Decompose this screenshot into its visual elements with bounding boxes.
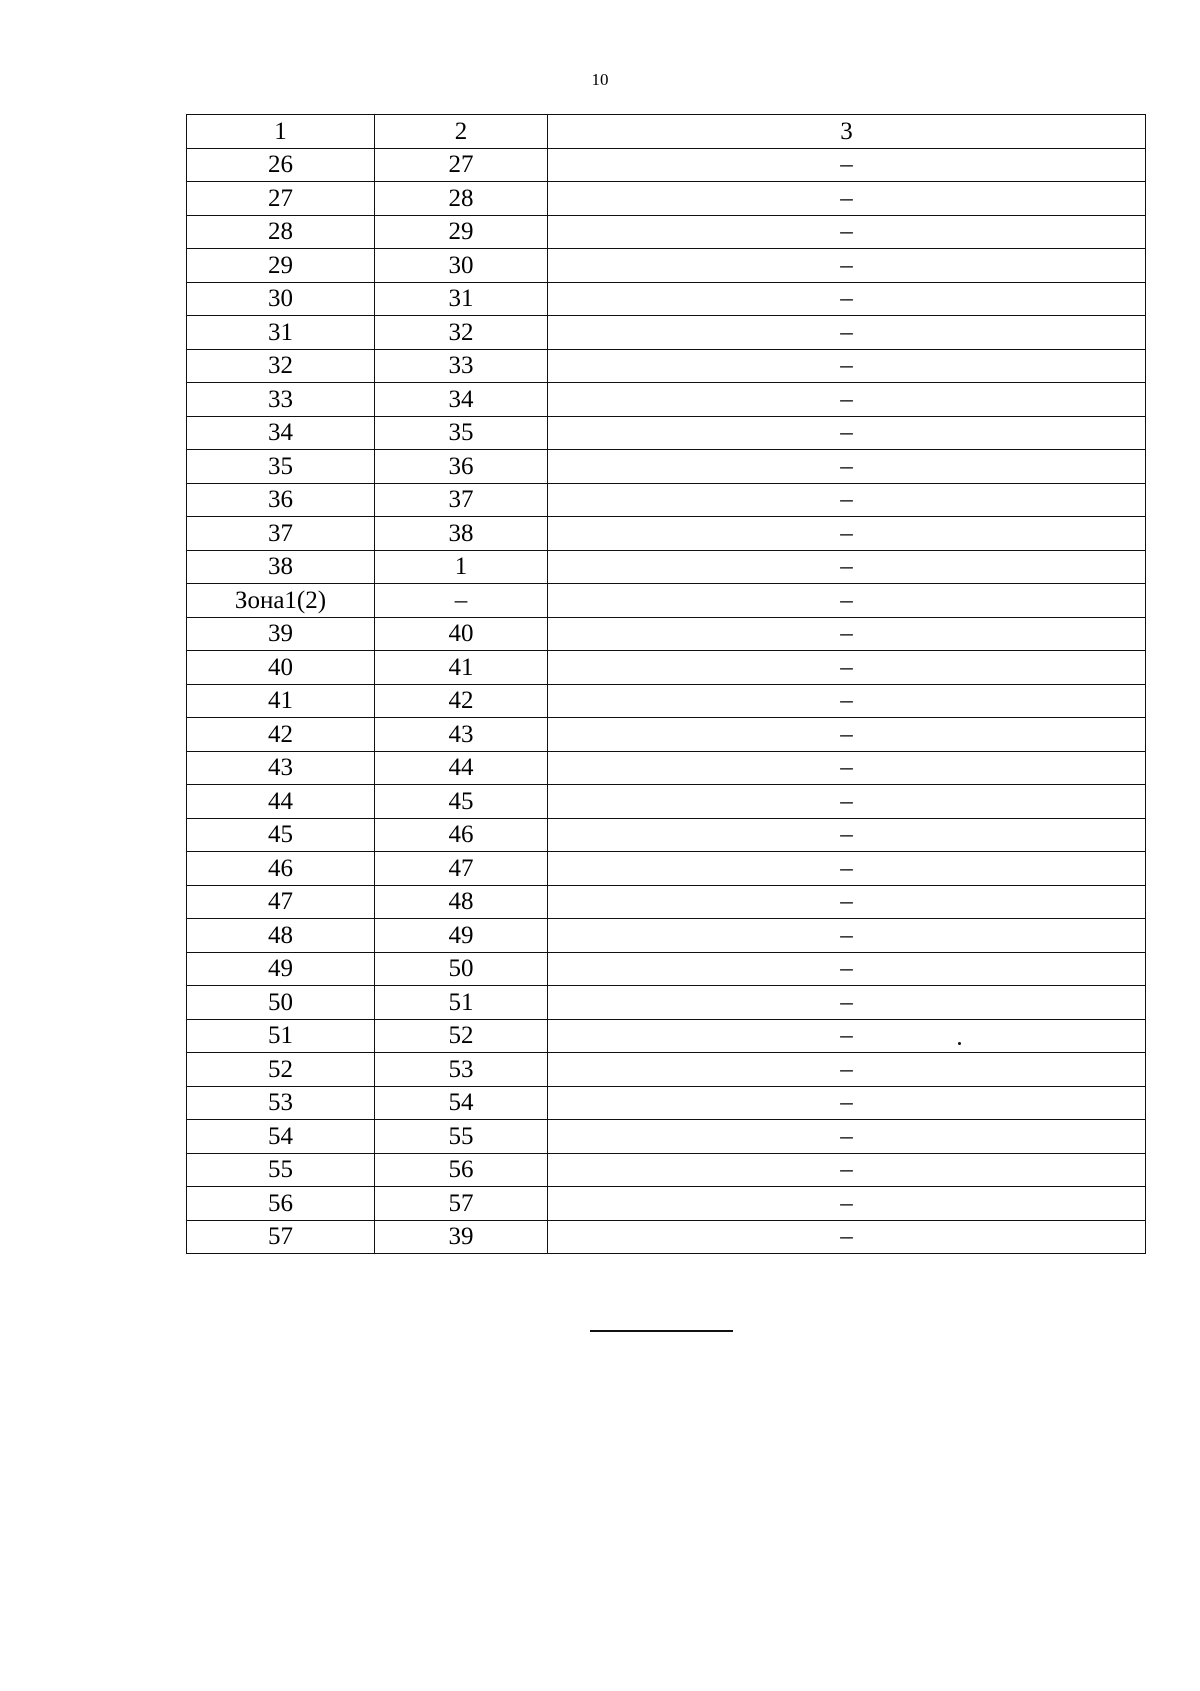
table-cell-col1: 40 bbox=[187, 651, 375, 685]
table-cell-col1: 52 bbox=[187, 1053, 375, 1087]
table-row bbox=[187, 249, 1146, 283]
table-row bbox=[187, 718, 1146, 752]
table-cell-col3: – bbox=[548, 1019, 1146, 1053]
table-row bbox=[187, 584, 1146, 618]
table-cell-col3: – bbox=[548, 1120, 1146, 1154]
table-cell-col1: 54 bbox=[187, 1120, 375, 1154]
table-cell-col1: 57 bbox=[187, 1220, 375, 1254]
table-cell-col1: 29 bbox=[187, 249, 375, 283]
table-row bbox=[187, 919, 1146, 953]
table-cell-col2: 45 bbox=[375, 785, 548, 819]
table-cell-col3: – bbox=[548, 785, 1146, 819]
table-cell-col2: 35 bbox=[375, 416, 548, 450]
table-cell-col3: – bbox=[548, 517, 1146, 551]
table-row bbox=[187, 383, 1146, 417]
table-cell-col3: – bbox=[548, 986, 1146, 1020]
table-cell-col1: 49 bbox=[187, 952, 375, 986]
table-row bbox=[187, 1019, 1146, 1053]
table-cell-col3: – bbox=[548, 952, 1146, 986]
table-row bbox=[187, 1153, 1146, 1187]
table-row bbox=[187, 1120, 1146, 1154]
table-row bbox=[187, 852, 1146, 886]
table-cell-col2: 56 bbox=[375, 1153, 548, 1187]
table-cell-col2: 55 bbox=[375, 1120, 548, 1154]
table-row bbox=[187, 450, 1146, 484]
table-cell-col3: – bbox=[548, 316, 1146, 350]
table-row bbox=[187, 349, 1146, 383]
table-cell-col2: 42 bbox=[375, 684, 548, 718]
table-cell-col1: 51 bbox=[187, 1019, 375, 1053]
table-cell-col2: 39 bbox=[375, 1220, 548, 1254]
table-cell-col1: 30 bbox=[187, 282, 375, 316]
table-cell-col1: 33 bbox=[187, 383, 375, 417]
table-cell-col2: 38 bbox=[375, 517, 548, 551]
table-cell-col3: – bbox=[548, 684, 1146, 718]
table-row bbox=[187, 1086, 1146, 1120]
header-cell-1: 1 bbox=[187, 115, 375, 149]
table-row bbox=[187, 986, 1146, 1020]
table-cell-col2: – bbox=[375, 584, 548, 618]
table-cell-col2: 30 bbox=[375, 249, 548, 283]
table-cell-col3: – bbox=[548, 885, 1146, 919]
header-cell-2: 2 bbox=[375, 115, 548, 149]
table-cell-col3: – bbox=[548, 416, 1146, 450]
table-cell-col3: – bbox=[548, 550, 1146, 584]
table-cell-col3: – bbox=[548, 1153, 1146, 1187]
table-row bbox=[187, 651, 1146, 685]
table-cell-col2: 54 bbox=[375, 1086, 548, 1120]
table-cell-col1: 31 bbox=[187, 316, 375, 350]
table-cell-col2: 46 bbox=[375, 818, 548, 852]
table-cell-col3: – bbox=[548, 1053, 1146, 1087]
table-row bbox=[187, 751, 1146, 785]
table-cell-col2: 47 bbox=[375, 852, 548, 886]
table-cell-col3: – bbox=[548, 349, 1146, 383]
table-cell-col2: 27 bbox=[375, 148, 548, 182]
table-cell-col2: 48 bbox=[375, 885, 548, 919]
table-cell-col3: – bbox=[548, 215, 1146, 249]
end-of-document-rule bbox=[590, 1330, 733, 1332]
table-cell-col2: 53 bbox=[375, 1053, 548, 1087]
table-cell-col3: – bbox=[548, 751, 1146, 785]
table-cell-col2: 36 bbox=[375, 450, 548, 484]
table-cell-col1: 50 bbox=[187, 986, 375, 1020]
table-body bbox=[187, 115, 1146, 1254]
table-cell-col1: 46 bbox=[187, 852, 375, 886]
table-cell-col1: 35 bbox=[187, 450, 375, 484]
table-cell-col1: 42 bbox=[187, 718, 375, 752]
table-row bbox=[187, 316, 1146, 350]
table-cell-col2: 32 bbox=[375, 316, 548, 350]
table-cell-col2: 41 bbox=[375, 651, 548, 685]
table-cell-col3: – bbox=[548, 450, 1146, 484]
table-row bbox=[187, 617, 1146, 651]
table-cell-col1: 43 bbox=[187, 751, 375, 785]
table-row bbox=[187, 684, 1146, 718]
table-row bbox=[187, 517, 1146, 551]
table-cell-col2: 40 bbox=[375, 617, 548, 651]
page-number: 10 bbox=[591, 70, 609, 89]
table-cell-col1: 38 bbox=[187, 550, 375, 584]
table-cell-col3: – bbox=[548, 617, 1146, 651]
table-cell-col1: 34 bbox=[187, 416, 375, 450]
table-cell-col3: – bbox=[548, 1220, 1146, 1254]
table-cell-col2: 50 bbox=[375, 952, 548, 986]
table-row bbox=[187, 952, 1146, 986]
table-cell-col3: – bbox=[548, 249, 1146, 283]
table-cell-col1: 48 bbox=[187, 919, 375, 953]
table-cell-col3: – bbox=[548, 651, 1146, 685]
table-row bbox=[187, 1053, 1146, 1087]
table-cell-col3: – bbox=[548, 1086, 1146, 1120]
table-cell-col1: 39 bbox=[187, 617, 375, 651]
table-cell-col3: – bbox=[548, 919, 1146, 953]
header-cell-3: 3 bbox=[548, 115, 1146, 149]
stray-mark bbox=[958, 1042, 961, 1045]
table-row bbox=[187, 483, 1146, 517]
table-cell-col1: 32 bbox=[187, 349, 375, 383]
table-row bbox=[187, 282, 1146, 316]
table-row bbox=[187, 182, 1146, 216]
table-cell-col3: – bbox=[548, 182, 1146, 216]
table-row bbox=[187, 215, 1146, 249]
coordinates-table bbox=[186, 114, 1146, 1254]
table-cell-col1: 55 bbox=[187, 1153, 375, 1187]
table-cell-col1: 26 bbox=[187, 148, 375, 182]
table-cell-col2: 29 bbox=[375, 215, 548, 249]
table-cell-col3: – bbox=[548, 148, 1146, 182]
table-cell-col3: – bbox=[548, 483, 1146, 517]
table-cell-col2: 1 bbox=[375, 550, 548, 584]
table-cell-col1: 41 bbox=[187, 684, 375, 718]
table-header-row bbox=[187, 115, 1146, 149]
table-cell-col2: 31 bbox=[375, 282, 548, 316]
table-row bbox=[187, 550, 1146, 584]
table-row bbox=[187, 1187, 1146, 1221]
table-cell-col3: – bbox=[548, 852, 1146, 886]
table-row bbox=[187, 416, 1146, 450]
table-row bbox=[187, 1220, 1146, 1254]
table-cell-col3: – bbox=[548, 718, 1146, 752]
table-cell-col2: 28 bbox=[375, 182, 548, 216]
table-cell-col1: 53 bbox=[187, 1086, 375, 1120]
table-cell-col1: 44 bbox=[187, 785, 375, 819]
table-cell-col3: – bbox=[548, 1187, 1146, 1221]
table-cell-col1: 27 bbox=[187, 182, 375, 216]
table-cell-col1: 56 bbox=[187, 1187, 375, 1221]
table-cell-col3: – bbox=[548, 282, 1146, 316]
table-row bbox=[187, 148, 1146, 182]
table-cell-col3: – bbox=[548, 818, 1146, 852]
table-row bbox=[187, 785, 1146, 819]
table-cell-col1: 45 bbox=[187, 818, 375, 852]
table-row bbox=[187, 885, 1146, 919]
table-cell-col3: – bbox=[548, 584, 1146, 618]
table-cell-col1: 47 bbox=[187, 885, 375, 919]
table-row bbox=[187, 818, 1146, 852]
table-cell-col2: 34 bbox=[375, 383, 548, 417]
table-cell-col1: Зона1(2) bbox=[187, 584, 375, 618]
table-cell-col1: 28 bbox=[187, 215, 375, 249]
table-cell-col2: 33 bbox=[375, 349, 548, 383]
table-cell-col2: 44 bbox=[375, 751, 548, 785]
table-cell-col2: 51 bbox=[375, 986, 548, 1020]
table-cell-col1: 36 bbox=[187, 483, 375, 517]
table-cell-col2: 49 bbox=[375, 919, 548, 953]
table-cell-col2: 57 bbox=[375, 1187, 548, 1221]
table-cell-col2: 52 bbox=[375, 1019, 548, 1053]
table-cell-col3: – bbox=[548, 383, 1146, 417]
table-cell-col2: 37 bbox=[375, 483, 548, 517]
table-cell-col1: 37 bbox=[187, 517, 375, 551]
table-cell-col2: 43 bbox=[375, 718, 548, 752]
